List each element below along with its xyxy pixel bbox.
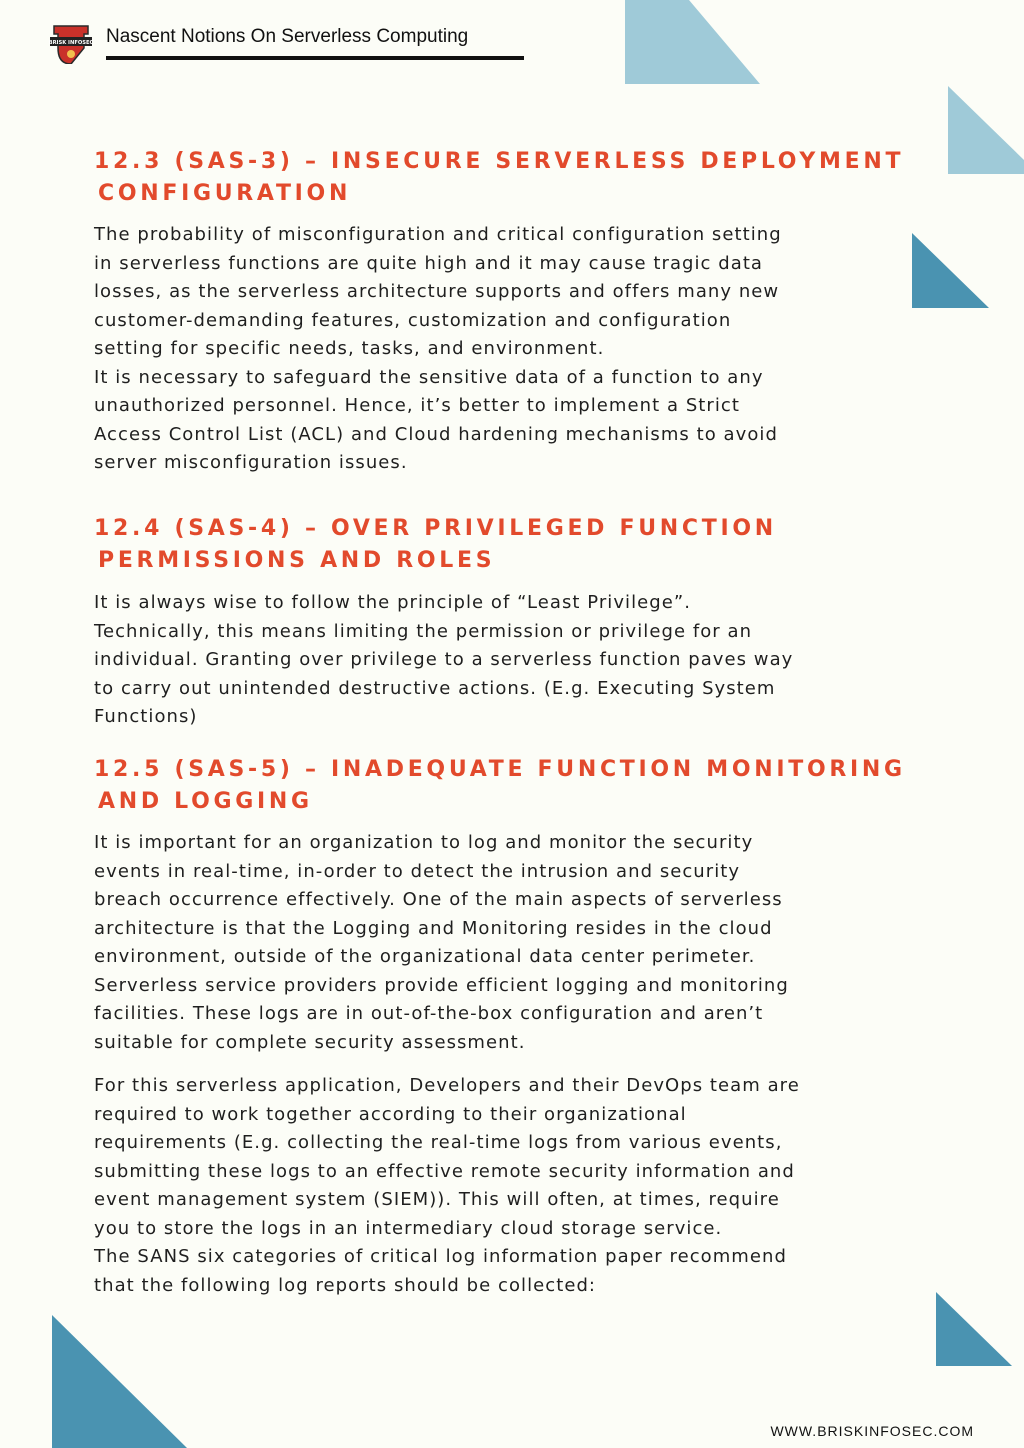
paragraph: [94, 829, 924, 1057]
text-line: architecture is that the Logging and Monitoring resides in the cloud: [94, 917, 773, 939]
section-sas-5-body: [94, 829, 924, 1057]
text-line: events in real-time, in-order to detect the intrusion and security: [94, 860, 741, 882]
text-line: event management system (SIEM)). This will often, at times, require: [94, 1189, 780, 1210]
heading-line: PERMISSIONS AND ROLES: [98, 548, 496, 573]
text-line: that the following log reports should be collected:: [94, 1274, 597, 1296]
section-sas-4-body: [94, 589, 924, 732]
text-line: losses, as the serverless architecture supports and offers many new: [94, 281, 780, 302]
heading-line: 12.5 (SAS-5) – INADEQUATE FUNCTION MONITORING: [94, 757, 906, 782]
paragraph: [94, 1072, 924, 1300]
document-title: Nascent Notions On Serverless Computing: [106, 26, 469, 47]
paragraph: [94, 221, 924, 478]
section-heading: [94, 513, 924, 577]
text-line: suitable for complete security assessment.: [94, 1031, 526, 1053]
text-line: to carry out unintended destructive actions. (E.g. Executing System: [94, 677, 776, 699]
section-heading: [94, 146, 924, 210]
text-line: Technically, this means limiting the permission or privilege for an: [94, 620, 753, 642]
decor-triangle-right-upper: [948, 86, 1024, 174]
heading-line: 12.3 (SAS-3) – INSECURE SERVERLESS DEPLOYMENT: [94, 149, 905, 174]
section-sas-5-body-2: [94, 1072, 924, 1300]
text-line: customer-demanding features, customization and configuration: [94, 309, 732, 331]
heading-line: AND LOGGING: [98, 789, 313, 814]
logo-text: BRISK INFOSEC: [48, 40, 94, 46]
decor-triangle-top: [625, 0, 760, 84]
text-line: server misconfiguration issues.: [94, 452, 408, 473]
website-url[interactable]: WWW.BRISKINFOSEC.COM: [770, 1423, 974, 1439]
text-line: It is important for an organization to log and monitor the security: [94, 832, 754, 853]
text-line: Serverless service providers provide efficient logging and monitoring: [94, 974, 789, 996]
heading-line: CONFIGURATION: [98, 181, 352, 206]
text-line: in serverless functions are quite high and it may cause tragic data: [94, 252, 764, 274]
text-line: For this serverless application, Developers and their DevOps team are: [94, 1075, 800, 1096]
section-sas-3-body: [94, 221, 924, 478]
text-line: The SANS six categories of critical log information paper recommend: [94, 1246, 787, 1267]
text-line: environment, outside of the organizational data center perimeter.: [94, 946, 756, 967]
section-sas-3: [94, 146, 924, 210]
section-heading: [94, 754, 924, 818]
text-line: Access Control List (ACL) and Cloud hardening mechanisms to avoid: [94, 423, 778, 445]
text-line: required to work together according to their organizational: [94, 1103, 687, 1125]
text-line: you to store the logs in an intermediary cloud storage service.: [94, 1217, 723, 1239]
text-line: breach occurrence effectively. One of the main aspects of serverless: [94, 889, 783, 910]
decor-triangle-bottom-left: [52, 1315, 187, 1448]
text-line: It is necessary to safeguard the sensitive data of a function to any: [94, 366, 764, 388]
section-sas-4: [94, 513, 924, 577]
text-line: The probability of misconfiguration and critical configuration setting: [94, 224, 782, 245]
text-line: individual. Granting over privilege to a serverless function paves way: [94, 649, 794, 670]
text-line: facilities. These logs are in out-of-the-box configuration and aren’t: [94, 1003, 764, 1024]
text-line: submitting these logs to an effective remote security information and: [94, 1160, 795, 1182]
page-header: [48, 20, 524, 64]
text-line: unauthorized personnel. Hence, it’s better to implement a Strict: [94, 395, 740, 416]
text-line: setting for specific needs, tasks, and environment.: [94, 338, 605, 359]
heading-line: 12.4 (SAS-4) – OVER PRIVILEGED FUNCTION: [94, 516, 777, 541]
brisk-infosec-logo: [48, 24, 94, 64]
text-line: requirements (E.g. collecting the real-time logs from various events,: [94, 1132, 783, 1153]
section-sas-5: [94, 754, 924, 818]
text-line: It is always wise to follow the principle of “Least Privilege”.: [94, 592, 692, 613]
decor-triangle-bottom-right: [936, 1292, 1012, 1366]
text-line: Functions): [94, 706, 198, 727]
header-underline: [106, 56, 524, 60]
paragraph: [94, 589, 924, 732]
